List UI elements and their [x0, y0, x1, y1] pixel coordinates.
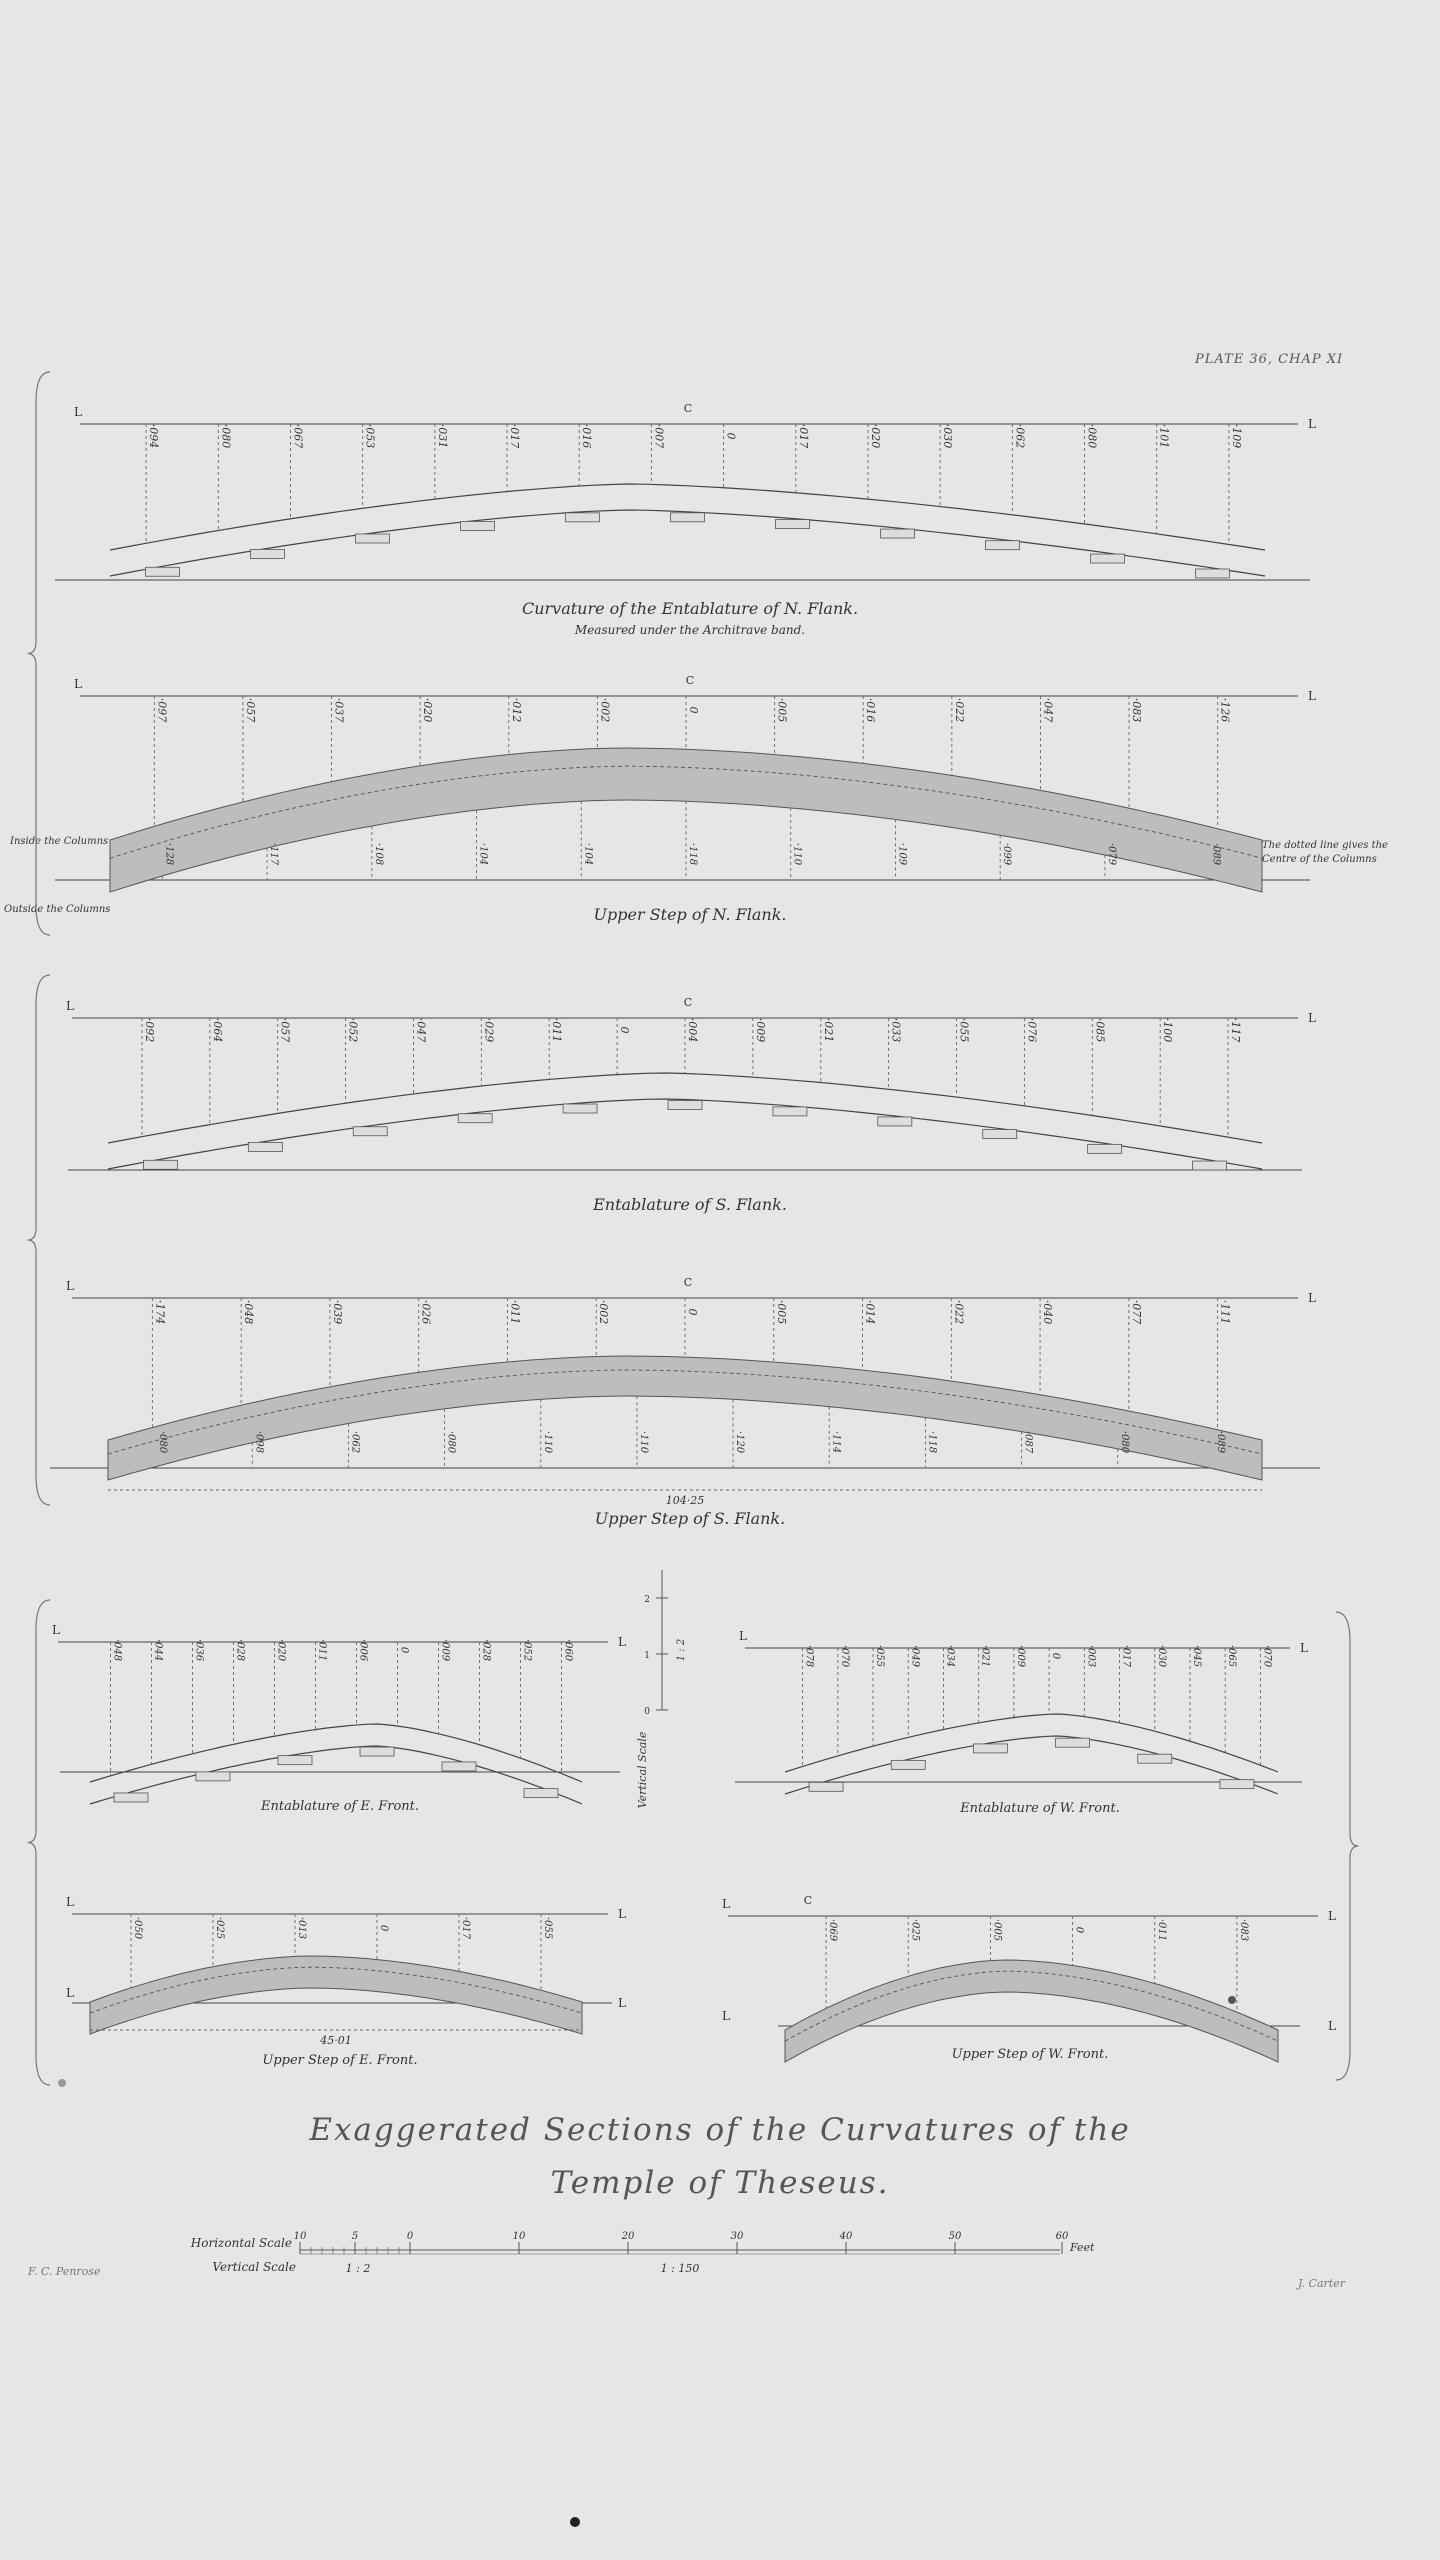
scale-bar-tick-label: 60	[1055, 2231, 1069, 2242]
s-flank-entablature-column-block	[668, 1101, 702, 1110]
n-flank-upper-step-end-label-right: L	[1308, 689, 1316, 703]
s-flank-upper-step-value-label: ·014	[863, 1299, 877, 1325]
e-front-entablature-value-label: ·048	[111, 1638, 123, 1662]
s-flank-upper-step-step-band	[108, 1356, 1262, 1480]
s-flank-upper-step-depth-label: ·114	[830, 1430, 842, 1454]
n-flank-upper-step-value-label: ·097	[155, 697, 169, 723]
s-flank-upper-step-depth-label: ·080	[157, 1430, 169, 1454]
n-flank-entablature-value-label: ·067	[291, 423, 305, 449]
w-front-entablature-column-block	[891, 1760, 925, 1769]
s-flank-upper-step-value-label: ·077	[1129, 1299, 1143, 1325]
n-flank-entablature-value-label: ·053	[363, 423, 377, 449]
ink-spot	[1228, 1996, 1236, 2004]
credit-right: J. Carter	[1298, 2277, 1345, 2290]
n-flank-upper-step-value-label: ·037	[332, 697, 346, 723]
e-front-upper-step-value-label: ·025	[214, 1916, 225, 1940]
e-front-entablature-column-block	[360, 1747, 394, 1756]
e-front-entablature-end-label-left: L	[52, 1623, 60, 1637]
n-flank-entablature-value-label: ·109	[1229, 423, 1243, 449]
n-flank-upper-step-depth-label: ·079	[1105, 842, 1117, 866]
vertical-scale-tick-label: 1	[644, 1651, 650, 1661]
n-flank-entablature-value-label: ·020	[868, 423, 882, 449]
n-flank-upper-step-outside-label: Outside the Columns	[4, 904, 111, 915]
n-flank-entablature-column-block	[881, 529, 915, 538]
n-flank-entablature-value-label: ·062	[1013, 423, 1027, 449]
e-front-entablature-column-block	[196, 1772, 230, 1781]
w-front-upper-step-end-label-left: L	[722, 1897, 730, 1911]
n-flank-entablature-end-label-left: L	[74, 405, 82, 419]
n-flank-upper-step-depth-label: ·117	[268, 842, 280, 866]
e-front-entablature-value-label: ·020	[275, 1638, 287, 1662]
s-flank-upper-step-depth-label: ·087	[1022, 1430, 1034, 1454]
scale-bar-tick-label: 5	[351, 2231, 359, 2242]
e-front-upper-step-value-label: 0	[378, 1924, 389, 1932]
n-flank-entablature-value-label: ·017	[508, 423, 522, 449]
s-flank-entablature-value-label: ·047	[414, 1017, 428, 1043]
w-front-entablature-value-label: ·070	[838, 1644, 850, 1668]
s-flank-entablature-caption: Entablature of S. Flank.	[593, 1195, 787, 1214]
brace-fronts-right	[1336, 1612, 1358, 2080]
s-flank-entablature-value-label: ·052	[346, 1017, 360, 1043]
e-front-entablature-column-block	[114, 1793, 148, 1802]
n-flank-entablature-value-label: ·080	[1085, 423, 1099, 449]
s-flank-upper-step-value-label: ·111	[1218, 1299, 1232, 1325]
e-front-entablature-upper-curve	[90, 1724, 582, 1782]
e-front-upper-step-base-label-right: L	[618, 1996, 626, 2010]
w-front-upper-step-value-label: ·005	[991, 1918, 1003, 1942]
s-flank-upper-step-end-label-right: L	[1308, 1291, 1316, 1305]
w-front-upper-step-value-label: ·011	[1155, 1918, 1167, 1942]
e-front-entablature-value-label: ·028	[480, 1638, 492, 1662]
n-flank-entablature-column-block	[356, 534, 390, 543]
s-flank-entablature-value-label: ·117	[1229, 1017, 1243, 1043]
s-flank-entablature-value-label: ·021	[821, 1017, 835, 1043]
n-flank-entablature-column-block	[776, 520, 810, 529]
s-flank-upper-step-depth-label: ·118	[926, 1430, 938, 1454]
e-front-upper-step-value-label: ·055	[542, 1916, 553, 1940]
s-flank-entablature-center-label: C	[683, 996, 693, 1009]
s-flank-upper-step-depth-label: ·089	[1214, 1430, 1226, 1454]
s-flank-entablature-value-label: ·011	[550, 1017, 564, 1043]
vertical-scale-label: Vertical Scale	[636, 1731, 649, 1809]
s-flank-upper-step-depth-label: ·098	[253, 1430, 265, 1454]
scale-bar-tick-label: 20	[621, 2231, 635, 2242]
s-flank-entablature-column-block	[458, 1114, 492, 1123]
n-flank-upper-step-value-label: ·012	[509, 697, 523, 723]
e-front-upper-step-value-label: ·017	[460, 1916, 471, 1940]
brace-n-flank	[28, 372, 50, 935]
e-front-entablature-value-label: ·060	[562, 1638, 574, 1662]
n-flank-upper-step-value-label: ·002	[598, 697, 612, 723]
s-flank-upper-step-length-label: 104·25	[665, 1494, 705, 1507]
w-front-entablature-end-label-right: L	[1300, 1641, 1308, 1655]
n-flank-entablature-column-block	[671, 513, 705, 522]
s-flank-upper-step-value-label: ·026	[419, 1299, 433, 1325]
s-flank-entablature-value-label: ·057	[278, 1017, 292, 1043]
s-flank-upper-step-value-label: ·011	[508, 1299, 522, 1325]
e-front-upper-step-value-label: ·050	[132, 1916, 143, 1940]
e-front-upper-step-caption: Upper Step of E. Front.	[262, 2053, 418, 2068]
n-flank-upper-step-note-line-2: Centre of the Columns	[1262, 854, 1377, 865]
vertical-ratio-b: 1 : 150	[660, 2262, 700, 2275]
s-flank-entablature-column-block	[878, 1117, 912, 1126]
brace-fronts-left	[28, 1600, 50, 2085]
e-front-upper-step-length-label: 45·01	[320, 2034, 352, 2047]
s-flank-entablature-column-block	[1193, 1161, 1227, 1170]
e-front-entablature-column-block	[524, 1789, 558, 1798]
s-flank-entablature-column-block	[983, 1130, 1017, 1139]
n-flank-upper-step-value-label: ·022	[952, 697, 966, 723]
w-front-entablature-value-label: ·065	[1226, 1644, 1238, 1668]
s-flank-entablature-column-block	[353, 1127, 387, 1136]
n-flank-entablature-column-block	[1091, 554, 1125, 563]
s-flank-upper-step-depth-label: ·062	[349, 1430, 361, 1454]
n-flank-upper-step-depth-label: ·128	[163, 842, 175, 866]
s-flank-entablature-end-label-right: L	[1308, 1011, 1316, 1025]
n-flank-entablature-end-label-right: L	[1308, 417, 1316, 431]
e-front-entablature-column-block	[278, 1756, 312, 1765]
n-flank-upper-step-depth-label: ·109	[896, 842, 908, 866]
n-flank-entablature-column-block	[986, 541, 1020, 550]
w-front-entablature-value-label: ·055	[874, 1644, 886, 1668]
s-flank-upper-step-depth-label: ·110	[637, 1430, 649, 1454]
n-flank-upper-step-caption: Upper Step of N. Flank.	[593, 905, 787, 924]
n-flank-entablature-column-block	[251, 549, 285, 558]
vertical-scale-bar-label: Vertical Scale	[212, 2260, 296, 2274]
w-front-upper-step-base-label-right: L	[1328, 2019, 1336, 2033]
e-front-upper-step-base-label-left: L	[66, 1986, 74, 2000]
n-flank-upper-step-note-line-1: The dotted line gives the	[1262, 840, 1388, 851]
n-flank-upper-step-value-label: ·083	[1130, 697, 1144, 723]
n-flank-entablature-column-block	[146, 567, 180, 576]
e-front-entablature-value-label: ·044	[152, 1638, 164, 1662]
s-flank-entablature-column-block	[1088, 1144, 1122, 1153]
s-flank-entablature-value-label: 0	[618, 1026, 632, 1034]
w-front-upper-step-caption: Upper Step of W. Front.	[951, 2047, 1109, 2062]
w-front-upper-step-base-label-left: L	[722, 2009, 730, 2023]
w-front-entablature-value-label: ·021	[979, 1644, 991, 1668]
vertical-ratio-a: 1 : 2	[345, 2262, 371, 2275]
n-flank-upper-step-value-label: 0	[687, 706, 700, 714]
e-front-upper-step-end-label-left: L	[66, 1895, 74, 1909]
s-flank-entablature-value-label: ·076	[1025, 1017, 1039, 1043]
n-flank-upper-step-depth-label: ·118	[687, 842, 698, 866]
n-flank-upper-step-end-label-left: L	[74, 677, 82, 691]
s-flank-upper-step-depth-label: ·110	[541, 1430, 553, 1454]
s-flank-upper-step-value-label: ·174	[153, 1299, 167, 1325]
n-flank-upper-step-depth-label: ·110	[791, 842, 803, 866]
n-flank-entablature-value-label: ·017	[796, 423, 810, 449]
ink-spot	[58, 2079, 66, 2087]
e-front-entablature-value-label: 0	[398, 1646, 410, 1654]
ink-spot	[570, 2517, 580, 2527]
e-front-entablature-value-label: ·028	[234, 1638, 246, 1662]
n-flank-entablature-value-label: 0	[724, 432, 738, 440]
e-front-upper-step-step-band	[90, 1956, 582, 2034]
w-front-entablature-value-label: ·003	[1085, 1644, 1097, 1668]
scale-bar-tick-label: 30	[730, 2231, 744, 2242]
w-front-upper-step-value-label: 0	[1073, 1926, 1085, 1934]
n-flank-upper-step-depth-label: ·099	[1001, 842, 1013, 866]
s-flank-entablature-value-label: ·100	[1161, 1017, 1175, 1043]
s-flank-upper-step-end-label-left: L	[66, 1279, 74, 1293]
n-flank-entablature-value-label: ·101	[1157, 423, 1171, 449]
s-flank-upper-step-value-label: ·039	[330, 1299, 344, 1325]
s-flank-upper-step-value-label: ·002	[597, 1299, 611, 1325]
s-flank-upper-step-value-label: ·048	[242, 1299, 256, 1325]
w-front-entablature-column-block	[1220, 1780, 1254, 1789]
w-front-entablature-value-label: ·034	[944, 1644, 956, 1668]
w-front-entablature-value-label: ·070	[1261, 1644, 1273, 1668]
e-front-upper-step-value-label: ·013	[296, 1916, 307, 1940]
s-flank-entablature-column-block	[248, 1142, 282, 1151]
n-flank-upper-step-value-label: ·005	[775, 697, 789, 723]
vertical-scale-ratio: 1 : 2	[676, 1638, 687, 1662]
scale-bar-tick-label: 0	[406, 2231, 414, 2242]
w-front-entablature-value-label: ·017	[1120, 1644, 1132, 1668]
w-front-entablature-upper-curve	[785, 1714, 1278, 1772]
w-front-upper-step-value-label: ·025	[909, 1918, 921, 1942]
w-front-upper-step-value-label: ·083	[1237, 1918, 1249, 1942]
vertical-scale-tick-label: 2	[644, 1595, 650, 1605]
brace-s-flank	[28, 975, 50, 1505]
w-front-entablature-value-label: ·045	[1190, 1644, 1202, 1668]
s-flank-entablature-value-label: ·064	[210, 1017, 224, 1043]
w-front-entablature-column-block	[1138, 1754, 1172, 1763]
n-flank-entablature-value-label: ·080	[219, 423, 233, 449]
n-flank-entablature-value-label: ·031	[435, 423, 449, 449]
n-flank-upper-step-inside-label: Inside the Columns	[10, 836, 109, 847]
w-front-upper-step-end-label-right: L	[1328, 1909, 1336, 1923]
s-flank-entablature-value-label: ·092	[142, 1017, 156, 1043]
s-flank-upper-step-value-label: 0	[686, 1308, 699, 1316]
s-flank-entablature-value-label: ·033	[889, 1017, 903, 1043]
n-flank-entablature-column-block	[566, 513, 600, 522]
e-front-entablature-lower-curve	[90, 1746, 582, 1804]
n-flank-upper-step-depth-label: ·089	[1210, 842, 1222, 866]
s-flank-entablature-value-label: ·055	[957, 1017, 971, 1043]
credit-left: F. C. Penrose	[28, 2265, 101, 2278]
s-flank-upper-step-caption: Upper Step of S. Flank.	[594, 1509, 786, 1528]
vertical-scale-tick-label: 0	[644, 1707, 650, 1717]
s-flank-upper-step-depth-label: ·120	[734, 1430, 746, 1454]
w-front-entablature-column-block	[1056, 1738, 1090, 1747]
n-flank-entablature-caption: Curvature of the Entablature of N. Flank.	[521, 599, 859, 618]
w-front-entablature-lower-curve	[785, 1736, 1278, 1794]
e-front-upper-step-end-label-right: L	[618, 1907, 626, 1921]
n-flank-upper-step-depth-label: ·104	[582, 842, 594, 866]
n-flank-entablature-center-label: C	[683, 402, 693, 415]
s-flank-entablature-value-label: ·029	[482, 1017, 496, 1043]
e-front-entablature-value-label: ·052	[521, 1638, 533, 1662]
s-flank-entablature-column-block	[143, 1160, 177, 1169]
s-flank-entablature-value-label: ·004	[686, 1017, 699, 1043]
w-front-entablature-end-label-left: L	[739, 1629, 747, 1643]
s-flank-upper-step-value-label: ·022	[952, 1299, 966, 1325]
w-front-entablature-value-label: ·030	[1155, 1644, 1167, 1668]
n-flank-upper-step-depth-label: ·108	[372, 842, 384, 866]
e-front-entablature-value-label: ·011	[316, 1638, 328, 1662]
n-flank-upper-step-value-label: ·047	[1041, 697, 1055, 723]
e-front-entablature-value-label: ·036	[193, 1638, 205, 1662]
e-front-entablature-value-label: ·006	[357, 1638, 369, 1662]
s-flank-upper-step-value-label: ·005	[774, 1299, 788, 1325]
scale-bar-tick-label: 50	[948, 2231, 962, 2242]
n-flank-entablature-column-block	[461, 521, 495, 530]
e-front-entablature-end-label-right: L	[618, 1635, 626, 1649]
n-flank-upper-step-value-label: ·016	[864, 697, 878, 723]
s-flank-upper-step-depth-label: ·080	[445, 1430, 457, 1454]
scale-bar-tick-label: 10	[293, 2231, 307, 2242]
n-flank-upper-step-value-label: ·020	[421, 697, 435, 723]
n-flank-entablature-value-label: ·030	[941, 423, 955, 449]
w-front-entablature-column-block	[809, 1782, 843, 1791]
n-flank-upper-step-value-label: ·057	[243, 697, 257, 723]
w-front-entablature-value-label: 0	[1050, 1652, 1062, 1660]
horizontal-scale-label: Horizontal Scale	[190, 2236, 292, 2250]
w-front-upper-step-value-label: ·069	[827, 1918, 839, 1942]
scale-bar-tick-label: 10	[512, 2231, 526, 2242]
scale-bar-unit: Feet	[1070, 2241, 1095, 2254]
main-title-line-1: Exaggerated Sections of the Curvatures of the	[309, 2112, 1131, 2148]
w-front-entablature-caption: Entablature of W. Front.	[960, 1801, 1120, 1816]
e-front-entablature-caption: Entablature of E. Front.	[260, 1799, 420, 1814]
scale-bar-tick-label: 40	[839, 2231, 853, 2242]
e-front-entablature-value-label: ·009	[439, 1638, 451, 1662]
s-flank-entablature-end-label-left: L	[66, 999, 74, 1013]
s-flank-upper-step-center-label: C	[683, 1276, 693, 1289]
n-flank-entablature-value-label: ·016	[580, 423, 594, 449]
plate-number: PLATE 36, CHAP XI	[1195, 352, 1344, 367]
n-flank-entablature-value-label: ·094	[147, 423, 161, 449]
main-title-line-2: Temple of Theseus.	[550, 2165, 890, 2201]
w-front-entablature-value-label: ·078	[803, 1644, 815, 1668]
n-flank-entablature-column-block	[1196, 569, 1230, 578]
s-flank-upper-step-value-label: ·040	[1041, 1299, 1055, 1325]
n-flank-upper-step-value-label: ·126	[1218, 697, 1232, 723]
n-flank-entablature-subcaption: Measured under the Architrave band.	[574, 623, 806, 637]
n-flank-upper-step-center-label: C	[685, 674, 695, 687]
s-flank-entablature-value-label: ·085	[1093, 1017, 1107, 1043]
w-front-entablature-value-label: ·049	[909, 1644, 921, 1668]
w-front-entablature-value-label: ·009	[1014, 1644, 1026, 1668]
n-flank-upper-step-depth-label: ·104	[477, 842, 489, 866]
s-flank-entablature-column-block	[563, 1104, 597, 1113]
s-flank-entablature-column-block	[773, 1107, 807, 1116]
w-front-entablature-column-block	[973, 1744, 1007, 1753]
s-flank-entablature-value-label: ·009	[753, 1017, 767, 1043]
w-front-upper-step-center-label: C	[803, 1894, 813, 1907]
n-flank-entablature-value-label: ·007	[652, 423, 666, 449]
s-flank-upper-step-depth-label: ·080	[1118, 1430, 1130, 1454]
e-front-entablature-column-block	[442, 1762, 476, 1771]
